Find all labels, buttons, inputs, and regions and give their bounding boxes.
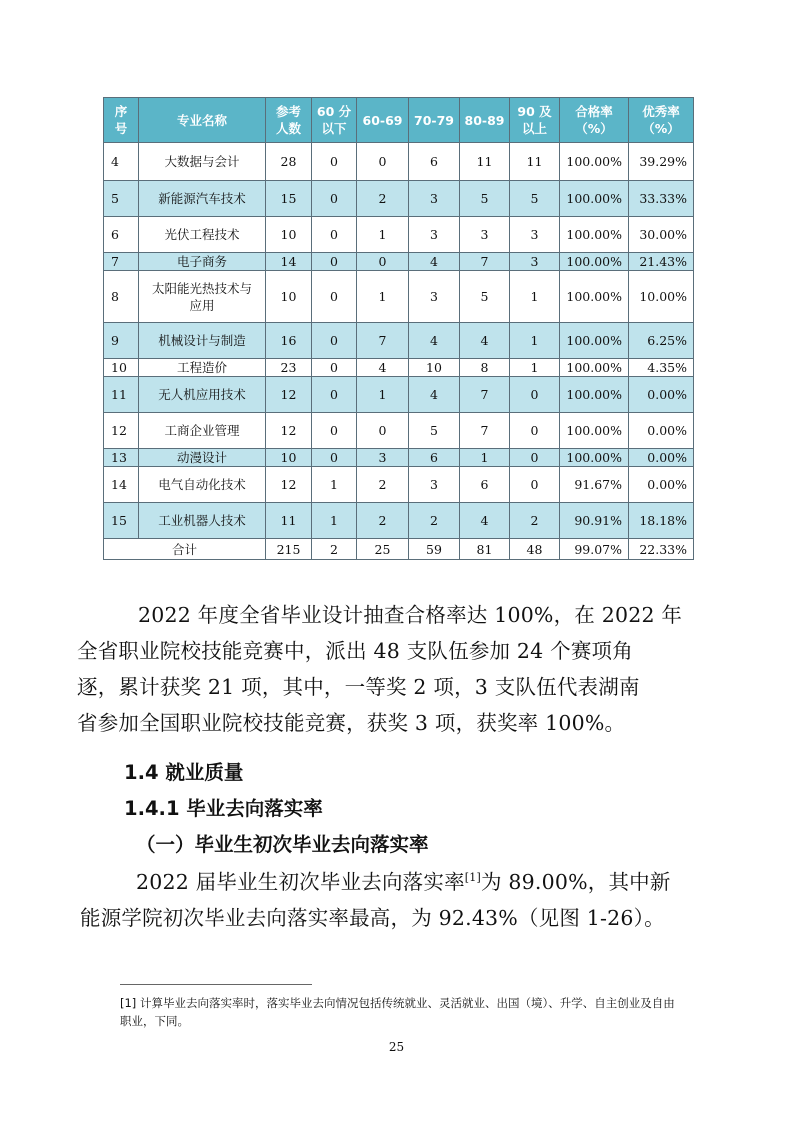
table-header-cell: 90 及 以上	[510, 98, 560, 143]
table-cell: 100.00%	[560, 143, 629, 181]
table-cell: 33.33%	[629, 181, 694, 217]
table-row	[104, 449, 694, 467]
table-cell: 1	[357, 377, 409, 413]
table-cell: 0.00%	[629, 467, 694, 503]
table-cell: 21.43%	[629, 253, 694, 271]
paragraph-line: 全省职业院校技能竞赛中，派出 48 支队伍参加 24 个赛项角	[77, 639, 633, 663]
table-row	[104, 377, 694, 413]
major-name-cell: 大数据与会计	[139, 143, 266, 181]
paragraph-line: 省参加全国职业院校技能竞赛，获奖 3 项，获奖率 100%。	[77, 711, 626, 735]
table-cell: 0	[312, 377, 357, 413]
table-cell: 10	[266, 217, 312, 253]
table-cell: 2	[357, 467, 409, 503]
table-cell: 3	[409, 181, 460, 217]
table-cell: 3	[409, 467, 460, 503]
footnote-ref[interactable]: [1]	[464, 871, 481, 884]
table-cell: 14	[266, 253, 312, 271]
table-cell: 6	[409, 449, 460, 467]
major-name-cell: 工商企业管理	[139, 413, 266, 449]
table-cell: 1	[312, 503, 357, 539]
table-cell: 5	[409, 413, 460, 449]
table-cell: 4	[460, 323, 510, 359]
table-cell: 13	[104, 449, 139, 467]
table-row	[104, 143, 694, 181]
table-row	[104, 359, 694, 377]
table-cell: 1	[460, 449, 510, 467]
major-name-cell: 工程造价	[139, 359, 266, 377]
major-name-cell: 电子商务	[139, 253, 266, 271]
total-cell: 48	[510, 539, 560, 560]
table-cell: 100.00%	[560, 271, 629, 323]
paragraph-employment-line1	[136, 864, 671, 900]
table-cell: 1	[510, 323, 560, 359]
major-name-cell: 电气自动化技术	[139, 467, 266, 503]
table-cell: 0	[312, 271, 357, 323]
table-cell: 0	[510, 377, 560, 413]
table-cell: 0	[312, 253, 357, 271]
table-cell: 100.00%	[560, 377, 629, 413]
table-cell: 3	[357, 449, 409, 467]
table-cell: 10	[409, 359, 460, 377]
table-cell: 0.00%	[629, 449, 694, 467]
table-cell: 0	[510, 413, 560, 449]
table-cell: 100.00%	[560, 449, 629, 467]
table-cell: 5	[460, 181, 510, 217]
table-cell: 30.00%	[629, 217, 694, 253]
table-cell: 12	[266, 467, 312, 503]
table-header-cell: 60-69	[357, 98, 409, 143]
table-cell: 12	[266, 377, 312, 413]
table-cell: 1	[312, 467, 357, 503]
table-cell: 10.00%	[629, 271, 694, 323]
major-name-cell: 新能源汽车技术	[139, 181, 266, 217]
table-cell: 6.25%	[629, 323, 694, 359]
table-cell: 0	[510, 467, 560, 503]
table-header-cell: 60 分 以下	[312, 98, 357, 143]
paragraph-employment-line2: 能源学院初次毕业去向落实率最高，为 92.43%（见图 1-26）。	[80, 906, 665, 930]
table-cell: 12	[104, 413, 139, 449]
table-header-cell: 合格率 （%）	[560, 98, 629, 143]
table-header-row	[104, 98, 694, 143]
major-name-cell: 机械设计与制造	[139, 323, 266, 359]
table-header-cell: 序 号	[104, 98, 139, 143]
table-cell: 4	[409, 377, 460, 413]
table-row	[104, 323, 694, 359]
table-cell: 10	[104, 359, 139, 377]
paragraph-line: 2022 年度全省毕业设计抽查合格率达 100%，在 2022 年	[138, 603, 683, 627]
table-header-cell: 专业名称	[139, 98, 266, 143]
table-cell: 7	[357, 323, 409, 359]
major-name-cell: 太阳能光热技术与 应用	[139, 271, 266, 323]
total-cell: 215	[266, 539, 312, 560]
table-cell: 7	[104, 253, 139, 271]
table-cell: 16	[266, 323, 312, 359]
total-cell: 59	[409, 539, 460, 560]
table-header-cell: 70-79	[409, 98, 460, 143]
table-cell: 11	[104, 377, 139, 413]
table-cell: 4	[409, 323, 460, 359]
table-row	[104, 503, 694, 539]
table-cell: 0.00%	[629, 377, 694, 413]
table-cell: 2	[357, 503, 409, 539]
table-cell: 4.35%	[629, 359, 694, 377]
table-cell: 0.00%	[629, 413, 694, 449]
major-name-cell: 工业机器人技术	[139, 503, 266, 539]
table-cell: 7	[460, 413, 510, 449]
table-cell: 90.91%	[560, 503, 629, 539]
table-cell: 2	[510, 503, 560, 539]
paragraph-line: 逐，累计获奖 21 项，其中，一等奖 2 项，3 支队伍代表湖南	[77, 675, 640, 699]
table-cell: 0	[312, 143, 357, 181]
table-header-cell: 80-89	[460, 98, 510, 143]
table-cell: 8	[104, 271, 139, 323]
table-cell: 1	[357, 217, 409, 253]
table-row	[104, 467, 694, 503]
table-cell: 9	[104, 323, 139, 359]
major-name-cell: 无人机应用技术	[139, 377, 266, 413]
table-cell: 39.29%	[629, 143, 694, 181]
table-cell: 10	[266, 449, 312, 467]
table-cell: 11	[266, 503, 312, 539]
table-row	[104, 217, 694, 253]
table-cell: 6	[104, 217, 139, 253]
paragraph-competition	[77, 597, 701, 741]
paragraph-text: 为 89.00%，其中新	[480, 870, 671, 894]
table-cell: 4	[409, 253, 460, 271]
table-cell: 100.00%	[560, 217, 629, 253]
table-cell: 15	[104, 503, 139, 539]
table-cell: 3	[510, 217, 560, 253]
table-cell: 7	[460, 253, 510, 271]
total-label-cell: 合计	[104, 539, 266, 560]
table-cell: 0	[357, 253, 409, 271]
table-cell: 6	[460, 467, 510, 503]
table-cell: 11	[460, 143, 510, 181]
table-row	[104, 253, 694, 271]
table-cell: 3	[409, 271, 460, 323]
table-row	[104, 413, 694, 449]
table-cell: 6	[409, 143, 460, 181]
paragraph-text: 2022 届毕业生初次毕业去向落实率	[136, 870, 465, 894]
page-number: 25	[388, 1040, 405, 1054]
total-cell: 81	[460, 539, 510, 560]
total-cell: 99.07%	[560, 539, 629, 560]
sub-subsection-heading: （一）毕业生初次毕业去向落实率	[136, 833, 429, 856]
table-cell: 0	[312, 181, 357, 217]
table-cell: 4	[104, 143, 139, 181]
table-body	[104, 143, 694, 560]
table-header-cell: 参考 人数	[266, 98, 312, 143]
table-cell: 0	[312, 413, 357, 449]
table-cell: 3	[510, 253, 560, 271]
table-cell: 0	[357, 143, 409, 181]
table-cell: 10	[266, 271, 312, 323]
table-cell: 0	[510, 449, 560, 467]
table-cell: 100.00%	[560, 181, 629, 217]
total-cell: 22.33%	[629, 539, 694, 560]
table-cell: 0	[357, 413, 409, 449]
table-cell: 8	[460, 359, 510, 377]
table-cell: 1	[510, 271, 560, 323]
table-cell: 5	[460, 271, 510, 323]
score-table	[103, 97, 694, 560]
table-cell: 3	[460, 217, 510, 253]
table-cell: 11	[510, 143, 560, 181]
table-cell: 0	[312, 323, 357, 359]
table-cell: 4	[357, 359, 409, 377]
table-cell: 1	[357, 271, 409, 323]
table-cell: 0	[312, 217, 357, 253]
table-cell: 100.00%	[560, 253, 629, 271]
total-cell: 2	[312, 539, 357, 560]
table-cell: 23	[266, 359, 312, 377]
table-cell: 5	[104, 181, 139, 217]
table-cell: 3	[409, 217, 460, 253]
table-cell: 0	[312, 359, 357, 377]
table-row	[104, 271, 694, 323]
table-cell: 1	[510, 359, 560, 377]
table-cell: 2	[357, 181, 409, 217]
major-name-cell: 光伏工程技术	[139, 217, 266, 253]
table-cell: 28	[266, 143, 312, 181]
table-cell: 14	[104, 467, 139, 503]
table-cell: 2	[409, 503, 460, 539]
table-total-row	[104, 539, 694, 560]
table-cell: 100.00%	[560, 359, 629, 377]
section-heading: 1.4 就业质量	[124, 761, 244, 784]
table-cell: 5	[510, 181, 560, 217]
table-cell: 7	[460, 377, 510, 413]
table-cell: 100.00%	[560, 323, 629, 359]
major-name-cell: 动漫设计	[139, 449, 266, 467]
footnote-text: [1] 计算毕业去向落实率时，落实毕业去向情况包括传统就业、灵活就业、出国（境）、升学、自主创业及自由职业，下同。	[120, 996, 675, 1028]
table-header-cell: 优秀率 （%）	[629, 98, 694, 143]
table-cell: 91.67%	[560, 467, 629, 503]
table-row	[104, 181, 694, 217]
table-cell: 4	[460, 503, 510, 539]
table-cell: 0	[312, 449, 357, 467]
subsection-heading: 1.4.1 毕业去向落实率	[124, 797, 323, 820]
table-cell: 18.18%	[629, 503, 694, 539]
table-cell: 15	[266, 181, 312, 217]
total-cell: 25	[357, 539, 409, 560]
table-cell: 12	[266, 413, 312, 449]
footnote-divider	[120, 984, 312, 985]
table-cell: 100.00%	[560, 413, 629, 449]
